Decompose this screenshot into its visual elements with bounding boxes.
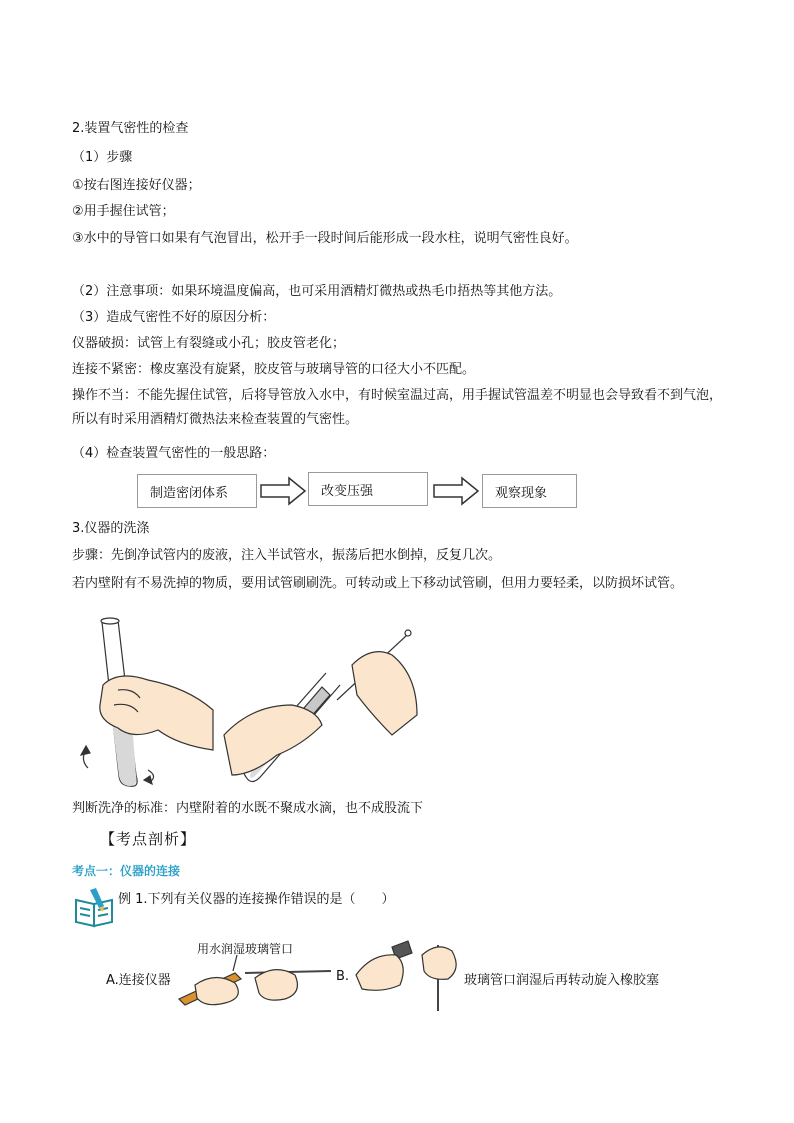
step-1: ①按右图连接好仪器； — [72, 178, 201, 193]
cause-1: 仪器破损：试管上有裂缝或小孔；胶皮管老化； — [72, 336, 346, 351]
brush-instructions: 若内壁附有不易洗掉的物质，要用试管刷刷洗。可转动或上下移动试管刷，但用力要轻柔，以防损坏试管。 — [72, 576, 684, 591]
shaking-test-tube-illustration — [78, 610, 218, 790]
section2-title: 2.装置气密性的检查 — [72, 121, 189, 136]
cause-heading: （3）造成气密性不好的原因分析： — [72, 310, 276, 325]
flow-arrow-icon — [432, 476, 480, 506]
brushing-test-tube-illustration — [222, 625, 422, 790]
cause-2: 连接不紧密：橡皮塞没有旋紧，胶皮管与玻璃导管的口径大小不匹配。 — [72, 362, 476, 377]
washing-steps: 步骤：先倒净试管内的废液，注入半试管水，振荡后把水倒掉，反复几次。 — [72, 548, 502, 563]
clean-criterion: 判断洗净的标准：内壁附着的水既不聚成水滴，也不成股流下 — [72, 801, 424, 816]
cause-3: 操作不当：不能先握住试管，后将导管放入水中，有时候室温过高，用手握试管温差不明显也会导致看不到气泡，所以有时采用酒精灯微热法来检查装置的气密性。 — [72, 388, 723, 427]
section3-title: 3.仪器的洗涤 — [72, 521, 150, 536]
idea-heading: （4）检查装置气密性的一般思路： — [72, 446, 276, 461]
analysis-heading: 【考点剖析】 — [100, 830, 197, 848]
option-a-illustration — [175, 953, 335, 1008]
option-a-caption: 用水润湿玻璃管口 — [197, 942, 294, 956]
flow-box-3: 观察现象 — [482, 474, 577, 508]
point-1-title: 考点一：仪器的连接 — [72, 864, 181, 878]
step-3: ③水中的导管口如果有气泡冒出，松开手一段时间后能形成一段水柱，说明气密性良好。 — [72, 231, 578, 246]
option-a-label: A.连接仪器 — [106, 973, 171, 988]
step-2: ②用手握住试管； — [72, 204, 175, 219]
step-heading: （1）步骤 — [72, 150, 133, 165]
note-text: （2）注意事项：如果环境温度偏高，也可采用酒精灯微热或热毛巾捂热等其他方法。 — [72, 284, 562, 299]
flow-arrow-icon — [259, 476, 307, 506]
option-b-caption: 玻璃管口润湿后再转动旋入橡胶塞 — [464, 973, 660, 988]
flow-box-2: 改变压强 — [308, 472, 428, 506]
option-b-illustration — [352, 935, 464, 1013]
option-b-label: B. — [336, 969, 350, 984]
book-pencil-icon — [72, 886, 118, 928]
flow-box-1: 制造密闭体系 — [137, 474, 257, 508]
example-1-prompt: 例 1.下列有关仪器的连接操作错误的是（ ） — [118, 892, 395, 907]
